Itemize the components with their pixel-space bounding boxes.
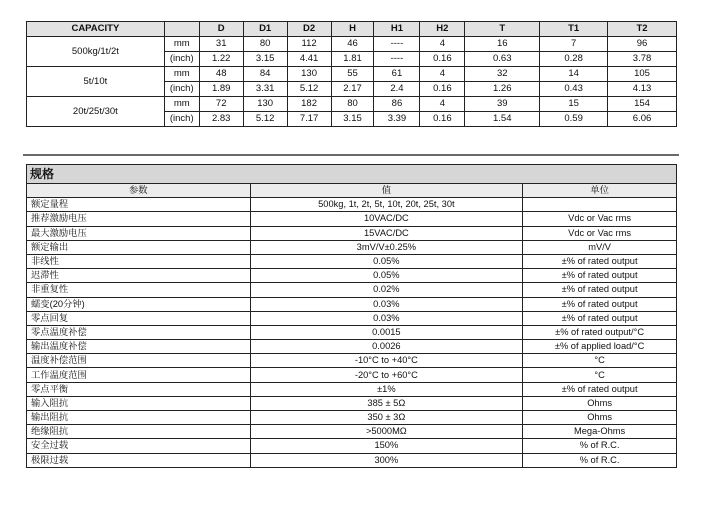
dimension-cell: ---- [374, 37, 420, 52]
capacity-dimensions-table [26, 21, 677, 127]
capacity-row [27, 97, 677, 112]
spec-row [27, 283, 677, 297]
value-cell: 300% [250, 453, 523, 467]
value-cell: 0.05% [250, 254, 523, 268]
unit-cell: ±% of rated output [523, 254, 677, 268]
dimension-cell: 105 [608, 67, 677, 82]
value-cell: 10VAC/DC [250, 212, 523, 226]
dimension-cell: 0.16 [420, 112, 465, 127]
value-cell: >5000MΩ [250, 425, 523, 439]
parameter-cell: 安全过载 [27, 439, 251, 453]
value-cell: 0.02% [250, 283, 523, 297]
value-cell: 15VAC/DC [250, 226, 523, 240]
parameter-cell: 非重复性 [27, 283, 251, 297]
dimension-cell: 1.54 [465, 112, 540, 127]
unit-cell: °C [523, 368, 677, 382]
unit-cell: ±% of applied load/°C [523, 340, 677, 354]
spec-header-row [27, 184, 677, 198]
parameter-cell: 温度补偿范围 [27, 354, 251, 368]
dimension-cell: 3.78 [608, 52, 677, 67]
parameter-cell: 蠕变(20分钟) [27, 297, 251, 311]
dimension-cell: 7.17 [287, 112, 331, 127]
header-t1: T1 [540, 22, 608, 37]
header-capacity: CAPACITY [27, 22, 165, 37]
unit-cell: Mega-Ohms [523, 425, 677, 439]
value-cell: -20°C to +60°C [250, 368, 523, 382]
dimension-cell: 80 [331, 97, 374, 112]
value-cell: 0.05% [250, 269, 523, 283]
unit-cell: (inch) [164, 82, 199, 97]
unit-cell: ±% of rated output [523, 283, 677, 297]
header-h1: H1 [374, 22, 420, 37]
spec-row [27, 368, 677, 382]
parameter-cell: 工作温度范围 [27, 368, 251, 382]
header-h2: H2 [420, 22, 465, 37]
dimension-cell: 86 [374, 97, 420, 112]
dimension-cell: 0.16 [420, 52, 465, 67]
unit-cell: (inch) [164, 112, 199, 127]
dimension-cell: 3.15 [331, 112, 374, 127]
capacity-row [27, 37, 677, 52]
value-cell: 0.03% [250, 311, 523, 325]
dimension-cell: 48 [199, 67, 243, 82]
unit-cell: ±% of rated output [523, 382, 677, 396]
specification-table [26, 164, 677, 468]
value-cell: 150% [250, 439, 523, 453]
header-d: D [199, 22, 243, 37]
dimension-cell: 0.28 [540, 52, 608, 67]
capacity-table-body [27, 37, 677, 127]
capacity-model-cell: 20t/25t/30t [27, 97, 165, 127]
spec-row [27, 240, 677, 254]
spec-row [27, 382, 677, 396]
spec-row [27, 198, 677, 212]
parameter-cell: 额定量程 [27, 198, 251, 212]
value-cell: 0.0015 [250, 325, 523, 339]
dimension-cell: 16 [465, 37, 540, 52]
header-h: H [331, 22, 374, 37]
dimension-cell: 1.81 [331, 52, 374, 67]
header-unit [164, 22, 199, 37]
spec-row [27, 340, 677, 354]
unit-cell: Vdc or Vac rms [523, 212, 677, 226]
dimension-cell: 80 [243, 37, 287, 52]
parameter-cell: 绝缘阻抗 [27, 425, 251, 439]
parameter-cell: 输出阻抗 [27, 411, 251, 425]
spec-row [27, 226, 677, 240]
spec-table-body [27, 165, 677, 468]
dimension-cell: 6.06 [608, 112, 677, 127]
dimension-cell: 4 [420, 67, 465, 82]
header-d1: D1 [243, 22, 287, 37]
spec-row [27, 411, 677, 425]
value-cell: 0.0026 [250, 340, 523, 354]
value-cell: ±1% [250, 382, 523, 396]
capacity-row [27, 67, 677, 82]
dimension-cell: 4 [420, 97, 465, 112]
spec-title-row [27, 165, 677, 184]
dimension-cell: 0.59 [540, 112, 608, 127]
dimension-cell: 182 [287, 97, 331, 112]
value-cell: 385 ± 5Ω [250, 396, 523, 410]
spec-row [27, 354, 677, 368]
dimension-cell: 4.13 [608, 82, 677, 97]
value-cell: 3mV/V±0.25% [250, 240, 523, 254]
unit-cell [523, 198, 677, 212]
dimension-cell: 1.22 [199, 52, 243, 67]
dimension-cell: 2.4 [374, 82, 420, 97]
dimension-cell: 46 [331, 37, 374, 52]
parameter-cell: 输出温度补偿 [27, 340, 251, 354]
spec-row [27, 269, 677, 283]
dimension-cell: 3.39 [374, 112, 420, 127]
spec-row [27, 212, 677, 226]
dimension-cell: 72 [199, 97, 243, 112]
spec-row [27, 311, 677, 325]
spec-title: 规格 [27, 165, 677, 184]
dimension-cell: 154 [608, 97, 677, 112]
dimension-cell: 32 [465, 67, 540, 82]
header-parameter: 参数 [27, 184, 251, 198]
unit-cell: mm [164, 97, 199, 112]
parameter-cell: 零点温度补偿 [27, 325, 251, 339]
dimension-cell: ---- [374, 52, 420, 67]
unit-cell: % of R.C. [523, 453, 677, 467]
unit-cell: ±% of rated output [523, 297, 677, 311]
dimension-cell: 4 [420, 37, 465, 52]
value-cell: -10°C to +40°C [250, 354, 523, 368]
unit-cell: Ohms [523, 411, 677, 425]
parameter-cell: 零点平衡 [27, 382, 251, 396]
unit-cell: ±% of rated output [523, 269, 677, 283]
capacity-header-row [27, 22, 677, 37]
spec-row [27, 439, 677, 453]
dimension-cell: 2.17 [331, 82, 374, 97]
parameter-cell: 输入阻抗 [27, 396, 251, 410]
dimension-cell: 1.89 [199, 82, 243, 97]
spec-row [27, 453, 677, 467]
spec-row [27, 396, 677, 410]
unit-cell: mm [164, 67, 199, 82]
capacity-model-cell: 500kg/1t/2t [27, 37, 165, 67]
dimension-cell: 1.26 [465, 82, 540, 97]
unit-cell: °C [523, 354, 677, 368]
section-divider [23, 154, 679, 156]
header-t2: T2 [608, 22, 677, 37]
unit-cell: Vdc or Vac rms [523, 226, 677, 240]
dimension-cell: 0.43 [540, 82, 608, 97]
header-t: T [465, 22, 540, 37]
unit-cell: ±% of rated output [523, 311, 677, 325]
parameter-cell: 迟滞性 [27, 269, 251, 283]
dimension-cell: 61 [374, 67, 420, 82]
capacity-model-cell: 5t/10t [27, 67, 165, 97]
dimension-cell: 4.41 [287, 52, 331, 67]
dimension-cell: 39 [465, 97, 540, 112]
dimension-cell: 31 [199, 37, 243, 52]
dimension-cell: 14 [540, 67, 608, 82]
dimension-cell: 7 [540, 37, 608, 52]
header-value: 值 [250, 184, 523, 198]
dimension-cell: 55 [331, 67, 374, 82]
parameter-cell: 推荐激励电压 [27, 212, 251, 226]
parameter-cell: 最大激励电压 [27, 226, 251, 240]
unit-cell: % of R.C. [523, 439, 677, 453]
spec-row [27, 425, 677, 439]
value-cell: 350 ± 3Ω [250, 411, 523, 425]
header-unit: 单位 [523, 184, 677, 198]
dimension-cell: 2.83 [199, 112, 243, 127]
dimension-cell: 84 [243, 67, 287, 82]
spec-row [27, 325, 677, 339]
parameter-cell: 极限过载 [27, 453, 251, 467]
dimension-cell: 112 [287, 37, 331, 52]
unit-cell: mm [164, 37, 199, 52]
dimension-cell: 5.12 [243, 112, 287, 127]
spec-row [27, 297, 677, 311]
value-cell: 500kg, 1t, 2t, 5t, 10t, 20t, 25t, 30t [250, 198, 523, 212]
dimension-cell: 5.12 [287, 82, 331, 97]
dimension-cell: 130 [243, 97, 287, 112]
unit-cell: mV/V [523, 240, 677, 254]
unit-cell: ±% of rated output/°C [523, 325, 677, 339]
parameter-cell: 额定输出 [27, 240, 251, 254]
dimension-cell: 3.15 [243, 52, 287, 67]
dimension-cell: 3.31 [243, 82, 287, 97]
dimension-cell: 0.63 [465, 52, 540, 67]
dimension-cell: 130 [287, 67, 331, 82]
value-cell: 0.03% [250, 297, 523, 311]
unit-cell: Ohms [523, 396, 677, 410]
unit-cell: (inch) [164, 52, 199, 67]
dimension-cell: 0.16 [420, 82, 465, 97]
header-d2: D2 [287, 22, 331, 37]
parameter-cell: 非线性 [27, 254, 251, 268]
spec-row [27, 254, 677, 268]
dimension-cell: 96 [608, 37, 677, 52]
parameter-cell: 零点回复 [27, 311, 251, 325]
dimension-cell: 15 [540, 97, 608, 112]
